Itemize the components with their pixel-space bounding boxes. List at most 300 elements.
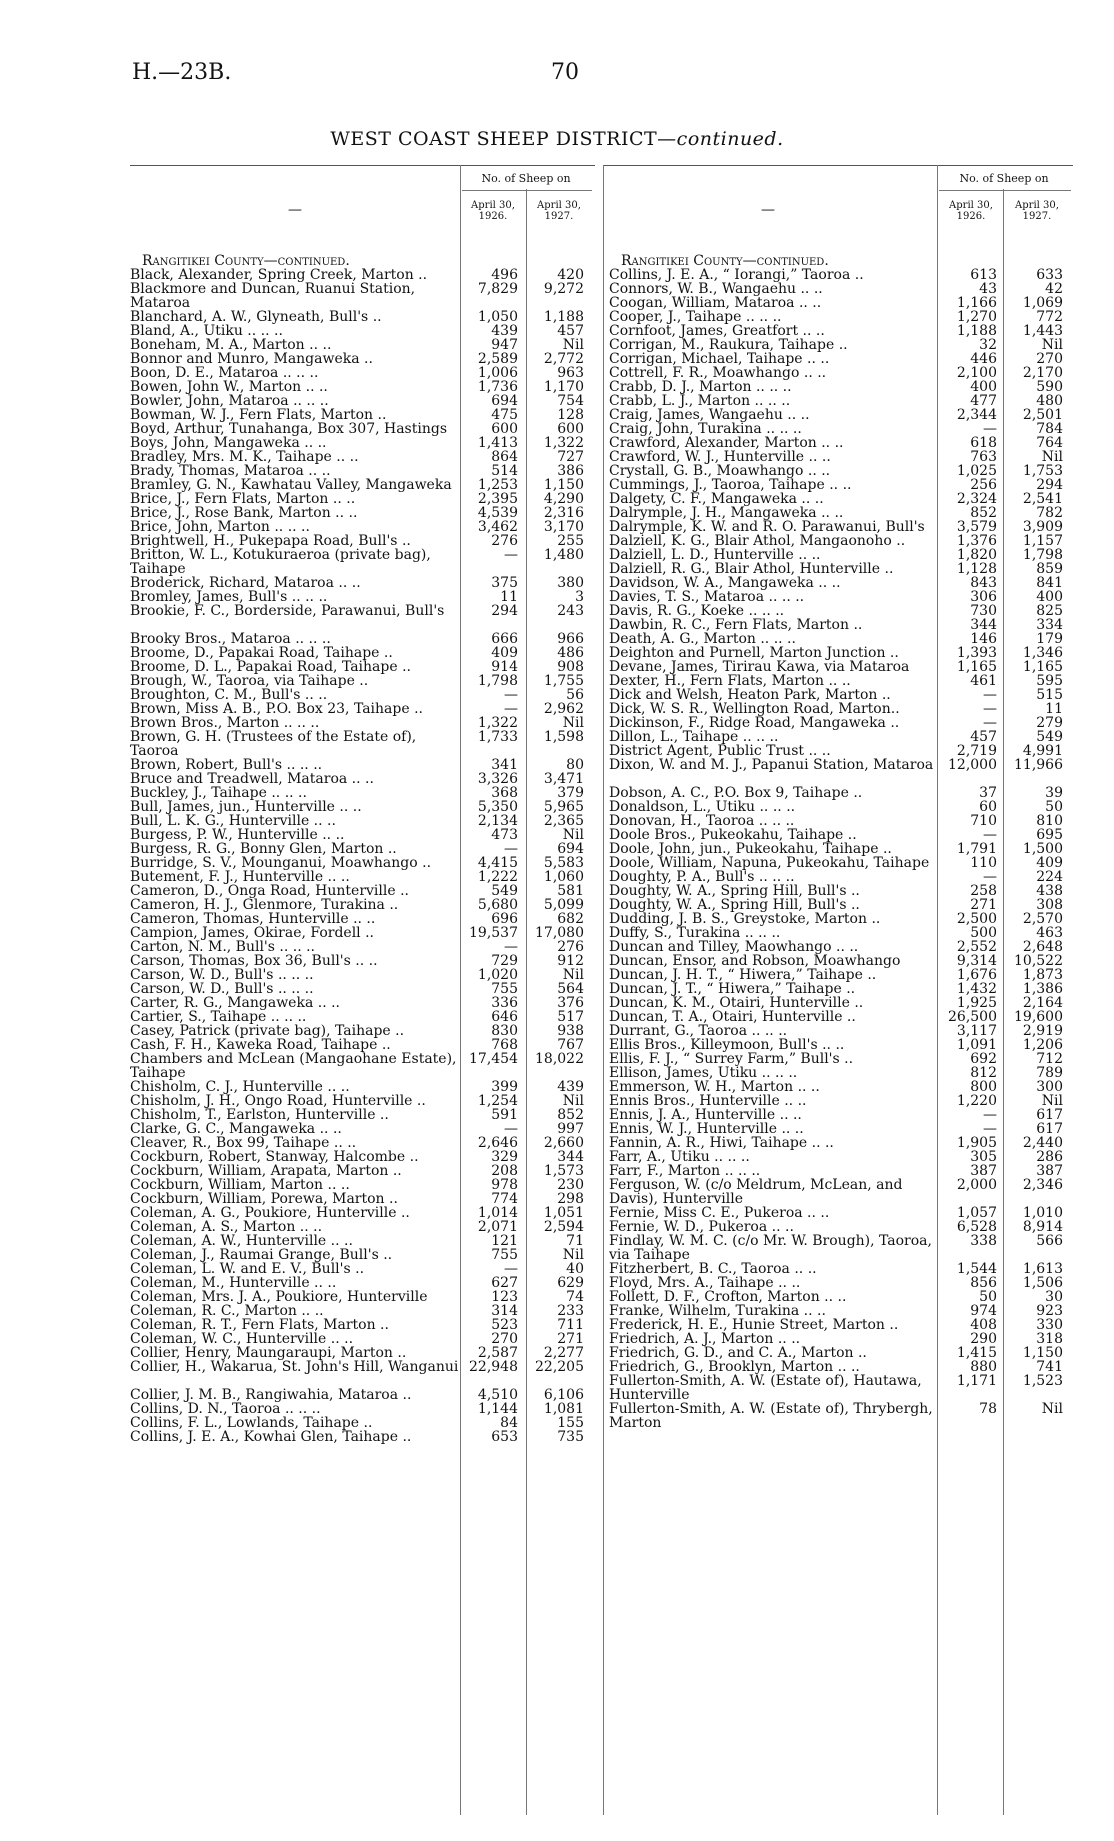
table-row bbox=[130, 870, 595, 884]
sheep-1926: 6,528 bbox=[956, 1219, 997, 1235]
table-row bbox=[130, 1304, 595, 1318]
sheep-1926: 653 bbox=[491, 1429, 518, 1445]
sheep-1927: 633 bbox=[1036, 267, 1063, 283]
table-row bbox=[609, 1374, 1073, 1402]
table-row bbox=[130, 842, 595, 856]
sheep-1927: 439 bbox=[557, 1079, 584, 1095]
sheep-1927: 1,798 bbox=[1022, 547, 1063, 563]
holder-name: Chisholm, T., Earlston, Hunterville .. bbox=[130, 1108, 389, 1122]
holder-name: Devane, James, Tirirau Kawa, via Mataroa bbox=[609, 660, 910, 674]
sheep-1926: 1,014 bbox=[477, 1205, 518, 1221]
sheep-1927: 270 bbox=[1036, 351, 1063, 367]
sheep-1927: 9,272 bbox=[543, 281, 584, 297]
holder-name: Carson, W. D., Bull's .. .. .. bbox=[130, 982, 314, 996]
sheep-1927: 300 bbox=[1036, 1079, 1063, 1095]
table-row bbox=[609, 716, 1073, 730]
sheep-1926: 1,166 bbox=[956, 295, 997, 311]
table-row bbox=[130, 660, 595, 674]
page-title-suffix: continued. bbox=[676, 128, 784, 150]
table-row bbox=[130, 1402, 595, 1416]
sheep-1927: 1,081 bbox=[543, 1401, 584, 1417]
holder-name: Collins, J. E. A., Kowhai Glen, Taihape .. bbox=[130, 1430, 412, 1444]
holder-name: Death, A. G., Marton .. .. .. bbox=[609, 632, 796, 646]
table-row bbox=[130, 688, 595, 702]
sheep-1927: 40 bbox=[566, 1261, 584, 1277]
table-row bbox=[609, 450, 1073, 464]
table-row bbox=[609, 730, 1073, 744]
holder-name: Cameron, H. J., Glenmore, Turakina .. bbox=[130, 898, 399, 912]
holder-name: Bruce and Treadwell, Mataroa .. .. bbox=[130, 772, 374, 786]
sheep-1927: 11,966 bbox=[1014, 757, 1063, 773]
sheep-1926: 1,220 bbox=[956, 1093, 997, 1109]
sheep-1927: 56 bbox=[566, 687, 584, 703]
table-row bbox=[609, 702, 1073, 716]
right-table-body bbox=[603, 254, 1073, 1430]
sheep-1927: 1,873 bbox=[1022, 967, 1063, 983]
sheep-1927: 71 bbox=[566, 1233, 584, 1249]
table-row bbox=[609, 1290, 1073, 1304]
holder-name: Duffy, S., Turakina .. .. .. bbox=[609, 926, 781, 940]
sheep-1926: 830 bbox=[491, 1023, 518, 1039]
holder-name: Crawford, Alexander, Marton .. .. bbox=[609, 436, 844, 450]
holder-name: Campion, James, Okirae, Fordell .. bbox=[130, 926, 375, 940]
sheep-1926: 880 bbox=[970, 1359, 997, 1375]
sheep-1926: 1,432 bbox=[956, 981, 997, 997]
sheep-1927: 42 bbox=[1045, 281, 1063, 297]
sheep-1927: 386 bbox=[557, 463, 584, 479]
sheep-1927: 908 bbox=[557, 659, 584, 675]
sheep-1927: 727 bbox=[557, 449, 584, 465]
holder-name: Fitzherbert, B. C., Taoroa .. .. bbox=[609, 1262, 817, 1276]
sheep-1926: 730 bbox=[970, 603, 997, 619]
table-row bbox=[609, 1136, 1073, 1150]
holder-name: Carton, N. M., Bull's .. .. .. bbox=[130, 940, 316, 954]
table-row bbox=[609, 814, 1073, 828]
table-row bbox=[130, 1290, 595, 1304]
document-code: H.—23B. bbox=[132, 60, 232, 85]
table-row bbox=[130, 758, 595, 772]
sheep-1927: 767 bbox=[557, 1037, 584, 1053]
sheep-1927: 782 bbox=[1036, 505, 1063, 521]
sheep-1926: 613 bbox=[970, 267, 997, 283]
sheep-1927: 841 bbox=[1036, 575, 1063, 591]
sheep-1926: 314 bbox=[491, 1303, 518, 1319]
sheep-1927: 966 bbox=[557, 631, 584, 647]
holder-name: Donaldson, L., Utiku .. .. .. bbox=[609, 800, 796, 814]
holder-name: Chisholm, J. H., Ongo Road, Hunterville .. bbox=[130, 1094, 426, 1108]
table-row bbox=[130, 394, 595, 408]
sheep-1927: 30 bbox=[1045, 1289, 1063, 1305]
sheep-1927: 754 bbox=[557, 393, 584, 409]
sheep-1927: 308 bbox=[1036, 897, 1063, 913]
holder-name: Brough, W., Taoroa, via Taihape .. bbox=[130, 674, 369, 688]
holder-name: Coleman, Mrs. J. A., Poukiore, Hunterville bbox=[130, 1290, 428, 1304]
sheep-1926: 399 bbox=[491, 1079, 518, 1095]
table-row bbox=[609, 562, 1073, 576]
holder-name: Burridge, S. V., Mounganui, Moawhango .. bbox=[130, 856, 432, 870]
sheep-1927: 11 bbox=[1045, 701, 1063, 717]
sheep-1927: 3,170 bbox=[543, 519, 584, 535]
sheep-1927: 784 bbox=[1036, 421, 1063, 437]
table-row bbox=[609, 506, 1073, 520]
table-row bbox=[130, 1010, 595, 1024]
sheep-1926: 338 bbox=[970, 1233, 997, 1249]
table-row bbox=[609, 968, 1073, 982]
sheep-1926: 256 bbox=[970, 477, 997, 493]
sheep-1927: 17,080 bbox=[535, 925, 584, 941]
sheep-1926: 1,270 bbox=[956, 309, 997, 325]
holder-name: Butement, F. J., Hunterville .. .. bbox=[130, 870, 350, 884]
holder-name: Friedrich, G. D., and C. A., Marton .. bbox=[609, 1346, 867, 1360]
sheep-1926: 729 bbox=[491, 953, 518, 969]
table-row bbox=[609, 296, 1073, 310]
holder-name: Bowen, John W., Marton .. .. bbox=[130, 380, 328, 394]
holder-name: Broome, D., Papakai Road, Taihape .. bbox=[130, 646, 393, 660]
sheep-1926: 2,324 bbox=[956, 491, 997, 507]
table-row bbox=[130, 940, 595, 954]
sheep-1927: 963 bbox=[557, 365, 584, 381]
holder-name: Ennis, W. J., Hunterville .. .. bbox=[609, 1122, 804, 1136]
table-row bbox=[609, 884, 1073, 898]
sheep-1926: 3,326 bbox=[477, 771, 518, 787]
holder-name: Bowman, W. J., Fern Flats, Marton .. bbox=[130, 408, 387, 422]
table-row bbox=[130, 1122, 595, 1136]
sheep-1927: 1,573 bbox=[543, 1163, 584, 1179]
table-row bbox=[130, 464, 595, 478]
holder-name: Coleman, R. C., Marton .. .. bbox=[130, 1304, 324, 1318]
left-column bbox=[130, 165, 595, 1444]
sheep-1926: 2,719 bbox=[956, 743, 997, 759]
sheep-1926: 696 bbox=[491, 911, 518, 927]
sheep-1926: 1,188 bbox=[956, 323, 997, 339]
sheep-1927: 438 bbox=[1036, 883, 1063, 899]
sheep-1927: 852 bbox=[557, 1107, 584, 1123]
holder-name: Collins, D. N., Taoroa .. .. .. bbox=[130, 1402, 321, 1416]
holder-name: Farr, F., Marton .. .. .. bbox=[609, 1164, 761, 1178]
sheep-1926: 22,948 bbox=[469, 1359, 518, 1375]
holder-name: Bland, A., Utiku .. .. .. bbox=[130, 324, 283, 338]
sheep-1927: 2,170 bbox=[1022, 365, 1063, 381]
holder-name: Cartier, S., Taihape .. .. .. bbox=[130, 1010, 307, 1024]
sheep-1926: 646 bbox=[491, 1009, 518, 1025]
sheep-1927: Nil bbox=[562, 715, 584, 731]
sheep-1926: 1,128 bbox=[956, 561, 997, 577]
sheep-1926: — bbox=[983, 1121, 997, 1137]
holder-name: Davies, T. S., Mataroa .. .. .. bbox=[609, 590, 805, 604]
holder-name: Findlay, W. M. C. (c/o Mr. W. Brough), Taoroa, via Taihape bbox=[609, 1234, 932, 1262]
table-row bbox=[130, 1220, 595, 1234]
holder-name: Brice, J., Fern Flats, Marton .. .. bbox=[130, 492, 356, 506]
sheep-1926: 1,393 bbox=[956, 645, 997, 661]
holder-name: Brookie, F. C., Borderside, Parawanui, Bull's bbox=[130, 604, 445, 619]
table-row bbox=[609, 408, 1073, 422]
sheep-1927: 243 bbox=[557, 603, 584, 619]
sheep-1927: 380 bbox=[557, 575, 584, 591]
table-row bbox=[130, 590, 595, 604]
sheep-1926: 473 bbox=[491, 827, 518, 843]
holder-name: Farr, A., Utiku .. .. .. bbox=[609, 1150, 750, 1164]
sheep-1927: 1,613 bbox=[1022, 1261, 1063, 1277]
sheep-1926: 439 bbox=[491, 323, 518, 339]
sheep-1927: 271 bbox=[557, 1331, 584, 1347]
holder-name: Dalziell, R. G., Blair Athol, Hunterville .. bbox=[609, 562, 894, 576]
sheep-1926: 258 bbox=[970, 883, 997, 899]
table-row bbox=[609, 1178, 1073, 1206]
table-row bbox=[609, 828, 1073, 842]
sheep-1926: 19,537 bbox=[469, 925, 518, 941]
holder-name: Brown, G. H. (Trustees of the Estate of), Taoroa bbox=[130, 730, 417, 758]
table-row bbox=[130, 1234, 595, 1248]
holder-name: Doole Bros., Pukeokahu, Taihape .. bbox=[609, 828, 857, 842]
table-row bbox=[609, 1164, 1073, 1178]
sheep-1926: 461 bbox=[970, 673, 997, 689]
table-row bbox=[130, 1094, 595, 1108]
sheep-1926: 974 bbox=[970, 1303, 997, 1319]
sheep-1926: 2,552 bbox=[956, 939, 997, 955]
sheep-1926: 2,587 bbox=[477, 1345, 518, 1361]
holder-name: Dexter, H., Fern Flats, Marton .. .. bbox=[609, 674, 851, 688]
holder-name: Bull, L. K. G., Hunterville .. .. bbox=[130, 814, 336, 828]
sheep-1926: 43 bbox=[979, 281, 997, 297]
holder-name: Collins, F. L., Lowlands, Taihape .. bbox=[130, 1416, 373, 1430]
table-row bbox=[609, 758, 1073, 786]
table-row bbox=[130, 1052, 595, 1080]
holder-name: Clarke, G. C., Mangaweka .. .. bbox=[130, 1122, 342, 1136]
sheep-1927: 1,322 bbox=[543, 435, 584, 451]
sheep-1926: 368 bbox=[491, 785, 518, 801]
sheep-1926: 812 bbox=[970, 1065, 997, 1081]
sheep-1926: 2,100 bbox=[956, 365, 997, 381]
table-row bbox=[130, 1024, 595, 1038]
sheep-1926: 774 bbox=[491, 1191, 518, 1207]
holder-name: District Agent, Public Trust .. .. bbox=[609, 744, 831, 758]
holder-name: Crawford, W. J., Hunterville .. .. bbox=[609, 450, 831, 464]
sheep-1926: 523 bbox=[491, 1317, 518, 1333]
sheep-1927: 772 bbox=[1036, 309, 1063, 325]
sheep-1926: 1,736 bbox=[477, 379, 518, 395]
holder-name: Fannin, A. R., Hiwi, Taihape .. .. bbox=[609, 1136, 834, 1150]
sheep-1927: 629 bbox=[557, 1275, 584, 1291]
table-row bbox=[130, 716, 595, 730]
sheep-1927: Nil bbox=[1041, 1401, 1063, 1417]
holder-name: Carter, R. G., Mangaweka .. .. bbox=[130, 996, 340, 1010]
table-row bbox=[130, 1262, 595, 1276]
sheep-1926: — bbox=[504, 687, 518, 703]
sheep-1927: 789 bbox=[1036, 1065, 1063, 1081]
sheep-1927: 279 bbox=[1036, 715, 1063, 731]
sheep-1926: 9,314 bbox=[956, 953, 997, 969]
holder-name: Fullerton-Smith, A. W. (Estate of), Hautawa, Hunterville bbox=[609, 1374, 922, 1402]
sheep-1927: 2,594 bbox=[543, 1219, 584, 1235]
holder-name: Brooky Bros., Mataroa .. .. .. bbox=[130, 632, 331, 646]
sheep-1926: — bbox=[504, 701, 518, 717]
holder-name: Cottrell, F. R., Moawhango .. .. bbox=[609, 366, 827, 380]
sheep-1927: 997 bbox=[557, 1121, 584, 1137]
holder-name: Collier, H., Wakarua, St. John's Hill, Wanganui bbox=[130, 1360, 459, 1375]
holder-name: Craig, James, Wangaehu .. .. bbox=[609, 408, 810, 422]
sheep-1927: 1,480 bbox=[543, 547, 584, 563]
sheep-1926: 341 bbox=[491, 757, 518, 773]
sheep-1926: 1,254 bbox=[477, 1093, 518, 1109]
sheep-1927: 19,600 bbox=[1014, 1009, 1063, 1025]
holder-name: Blanchard, A. W., Glyneath, Bull's .. bbox=[130, 310, 382, 324]
table-row bbox=[609, 1150, 1073, 1164]
holder-name: Fernie, W. D., Pukeroa .. .. bbox=[609, 1220, 794, 1234]
sheep-1927: 595 bbox=[1036, 673, 1063, 689]
sheep-1926: 1,733 bbox=[477, 729, 518, 745]
holder-name: Durrant, G., Taoroa .. .. .. bbox=[609, 1024, 788, 1038]
table-row bbox=[609, 940, 1073, 954]
holder-name: Ennis Bros., Hunterville .. .. bbox=[609, 1094, 807, 1108]
table-row bbox=[130, 828, 595, 842]
sheep-1926: 1,050 bbox=[477, 309, 518, 325]
table-row bbox=[609, 982, 1073, 996]
sheep-1926: 768 bbox=[491, 1037, 518, 1053]
table-row bbox=[609, 646, 1073, 660]
holder-name: Friedrich, A. J., Marton .. .. bbox=[609, 1332, 801, 1346]
sheep-1927: 2,164 bbox=[1022, 995, 1063, 1011]
table-row bbox=[609, 744, 1073, 758]
sheep-1926: 1,222 bbox=[477, 869, 518, 885]
sheep-1927: Nil bbox=[562, 1093, 584, 1109]
sheep-1927: 1,443 bbox=[1022, 323, 1063, 339]
sheep-1926: 146 bbox=[970, 631, 997, 647]
sheep-1927: 923 bbox=[1036, 1303, 1063, 1319]
table-row bbox=[609, 1122, 1073, 1136]
holder-name: Coleman, L. W. and E. V., Bull's .. bbox=[130, 1262, 365, 1276]
table-row bbox=[130, 856, 595, 870]
table-row bbox=[130, 310, 595, 324]
sheep-1927: 2,277 bbox=[543, 1345, 584, 1361]
table-row bbox=[609, 1304, 1073, 1318]
sheep-1926: 294 bbox=[491, 603, 518, 619]
holder-name: Collier, Henry, Maungaraupi, Marton .. bbox=[130, 1346, 407, 1360]
page-title-main: WEST COAST SHEEP DISTRICT— bbox=[330, 128, 677, 150]
holder-name: Boon, D. E., Mataroa .. .. .. bbox=[130, 366, 319, 380]
table-row bbox=[130, 478, 595, 492]
table-row bbox=[609, 394, 1073, 408]
table-row bbox=[130, 1318, 595, 1332]
table-row bbox=[609, 436, 1073, 450]
table-row bbox=[609, 842, 1073, 856]
holder-name: Fullerton-Smith, A. W. (Estate of), Thrybergh, Marton bbox=[609, 1402, 933, 1430]
col-1926-header: April 30, 1926. bbox=[471, 200, 515, 222]
holder-name: Cameron, D., Onga Road, Hunterville .. bbox=[130, 884, 409, 898]
sheep-1927: 1,157 bbox=[1022, 533, 1063, 549]
sheep-1926: — bbox=[504, 1261, 518, 1277]
name-column-header: — bbox=[288, 202, 302, 218]
sheep-1927: 409 bbox=[1036, 855, 1063, 871]
table-row bbox=[609, 352, 1073, 366]
sheep-1926: 1,676 bbox=[956, 967, 997, 983]
sheep-1927: 2,962 bbox=[543, 701, 584, 717]
sheep-1927: 3 bbox=[575, 589, 584, 605]
sheep-1927: 1,598 bbox=[543, 729, 584, 745]
table-row bbox=[130, 1346, 595, 1360]
sheep-1927: 4,991 bbox=[1022, 743, 1063, 759]
table-row bbox=[130, 576, 595, 590]
holder-name: Chambers and McLean (Mangaohane Estate), Taihape bbox=[130, 1052, 457, 1080]
sheep-1926: 763 bbox=[970, 449, 997, 465]
holder-name: Ellis Bros., Killeymoon, Bull's .. .. bbox=[609, 1038, 845, 1052]
table-row bbox=[609, 1024, 1073, 1038]
table-row bbox=[130, 800, 595, 814]
sheep-1926: 37 bbox=[979, 785, 997, 801]
holder-name: Broderick, Richard, Mataroa .. .. bbox=[130, 576, 361, 590]
header-rule bbox=[462, 190, 592, 191]
sheep-1927: 1,051 bbox=[543, 1205, 584, 1221]
sheep-1927: 549 bbox=[1036, 729, 1063, 745]
table-row bbox=[130, 1206, 595, 1220]
sheep-1926: 344 bbox=[970, 617, 997, 633]
sheep-1927: 10,522 bbox=[1014, 953, 1063, 969]
sheep-1926: 387 bbox=[970, 1163, 997, 1179]
table-row bbox=[609, 1402, 1073, 1430]
sheep-1926: 755 bbox=[491, 981, 518, 997]
holder-name: Davidson, W. A., Mangaweka .. .. bbox=[609, 576, 841, 590]
holder-name: Cockburn, Robert, Stanway, Halcombe .. bbox=[130, 1150, 419, 1164]
sheep-1927: 155 bbox=[557, 1415, 584, 1431]
sheep-1927: 1,069 bbox=[1022, 295, 1063, 311]
sheep-1927: 344 bbox=[557, 1149, 584, 1165]
sheep-1926: 2,071 bbox=[477, 1219, 518, 1235]
sheep-1926: 208 bbox=[491, 1163, 518, 1179]
sheep-1927: 1,523 bbox=[1022, 1373, 1063, 1389]
table-row bbox=[609, 660, 1073, 674]
holder-name: Duncan, K. M., Otairi, Hunterville .. bbox=[609, 996, 864, 1010]
holder-name: Bromley, James, Bull's .. .. .. bbox=[130, 590, 328, 604]
sheep-1927: 617 bbox=[1036, 1107, 1063, 1123]
sheep-1926: — bbox=[983, 1107, 997, 1123]
sheep-1927: 581 bbox=[557, 883, 584, 899]
table-row bbox=[130, 954, 595, 968]
holder-name: Brice, J., Rose Bank, Marton .. .. bbox=[130, 506, 358, 520]
sheep-1926: 1,925 bbox=[956, 995, 997, 1011]
header-rule bbox=[939, 190, 1071, 191]
sheep-1927: 825 bbox=[1036, 603, 1063, 619]
sheep-1926: 477 bbox=[970, 393, 997, 409]
sheep-1926: 121 bbox=[491, 1233, 518, 1249]
page-title bbox=[0, 128, 1114, 150]
table-row bbox=[130, 436, 595, 450]
sheep-1926: 856 bbox=[970, 1275, 997, 1291]
sheep-1927: 617 bbox=[1036, 1121, 1063, 1137]
holder-name: Craig, John, Turakina .. .. .. bbox=[609, 422, 802, 436]
sheep-1927: Nil bbox=[1041, 1093, 1063, 1109]
holder-name: Dalziell, L. D., Hunterville .. .. bbox=[609, 548, 821, 562]
table-row bbox=[609, 618, 1073, 632]
sheep-1926: 1,820 bbox=[956, 547, 997, 563]
table-row bbox=[130, 968, 595, 982]
sheep-1926: 4,510 bbox=[477, 1387, 518, 1403]
sheep-1926: 336 bbox=[491, 995, 518, 1011]
table-row bbox=[130, 492, 595, 506]
holder-name: Ellis, F. J., “ Surrey Farm,” Bull's .. bbox=[609, 1052, 854, 1066]
table-row bbox=[130, 1276, 595, 1290]
sheep-1926: 270 bbox=[491, 1331, 518, 1347]
sheep-1927: 318 bbox=[1036, 1331, 1063, 1347]
table-row bbox=[609, 478, 1073, 492]
sheep-1926: 26,500 bbox=[948, 1009, 997, 1025]
sheep-1927: 2,570 bbox=[1022, 911, 1063, 927]
sheep-1927: 128 bbox=[557, 407, 584, 423]
table-row bbox=[609, 1038, 1073, 1052]
holder-name: Follett, D. F., Crofton, Marton .. .. bbox=[609, 1290, 847, 1304]
sheep-group-header: No. of Sheep on bbox=[481, 172, 571, 185]
sheep-1926: 12,000 bbox=[948, 757, 997, 773]
sheep-1926: 666 bbox=[491, 631, 518, 647]
sheep-1926: 457 bbox=[970, 729, 997, 745]
